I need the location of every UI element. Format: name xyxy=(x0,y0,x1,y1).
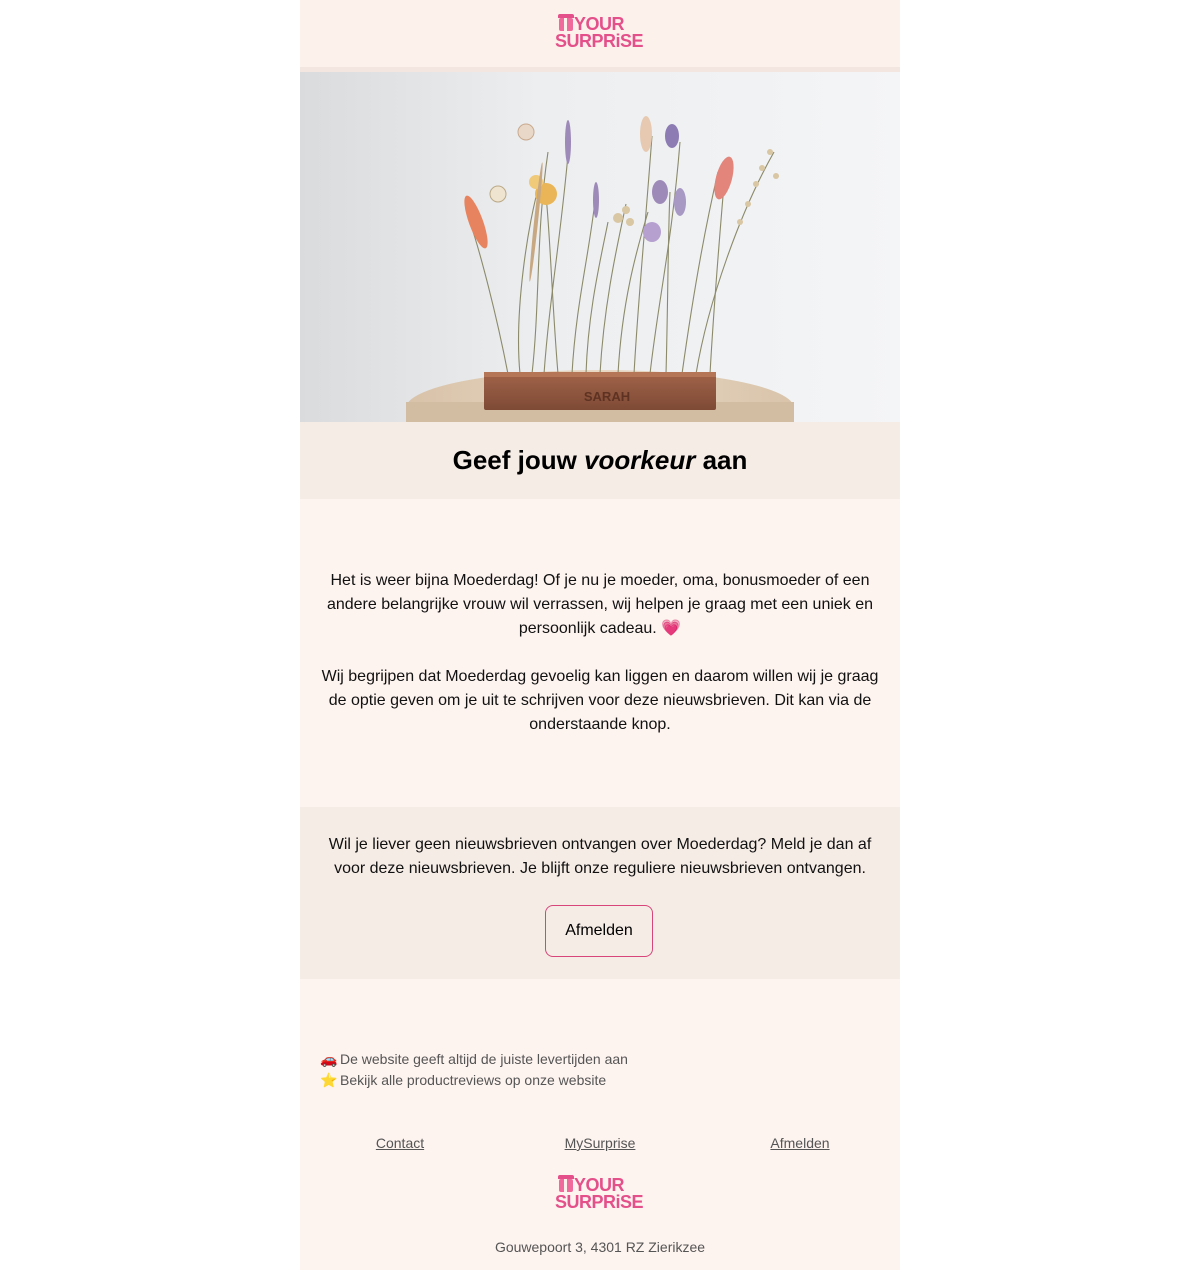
headline xyxy=(453,445,748,476)
yoursurprise-logo[interactable] xyxy=(554,15,646,53)
usp-item xyxy=(320,1050,628,1068)
logo-text-line2: SURPRiSE xyxy=(555,30,644,51)
hero-image[interactable] xyxy=(300,72,900,422)
footer-logo[interactable] xyxy=(554,1176,646,1214)
headline-part1: Geef jouw xyxy=(452,445,585,475)
usp-text: Bekijk alle productreviews op onze website xyxy=(340,1072,607,1088)
company-address: Gouwepoort 3, 4301 RZ Zierikzee xyxy=(494,1239,706,1255)
intro-paragraph-1-text: Het is weer bijna Moederdag! Of je nu je moeder, oma, bonusmoeder of een andere belangrijke vrouw wil verrassen, wij helpen je graag met een uniek en persoonlijk cadeau. xyxy=(326,572,874,637)
logo-text-line1: YOUR xyxy=(574,1175,625,1195)
gift-icon xyxy=(559,1179,573,1192)
usp-text: De website geeft altijd de juiste levertijden aan xyxy=(340,1051,628,1067)
email-footer xyxy=(300,979,900,1271)
logo-text-line1: YOUR xyxy=(574,13,625,34)
email-header xyxy=(300,0,900,67)
star-icon: ⭐ xyxy=(320,1072,338,1088)
heart-icon: 💗 xyxy=(661,620,682,637)
unsubscribe-link[interactable]: Afmelden xyxy=(770,1135,830,1151)
usp-item xyxy=(320,1071,606,1089)
car-icon: 🚗 xyxy=(320,1051,338,1067)
logo-text-line2: SURPRiSE xyxy=(555,1192,644,1212)
gift-icon xyxy=(559,18,573,31)
unsubscribe-text: Wil je liever geen nieuwsbrieven ontvangen over Moederdag? Meld je dan af voor deze nieuwsbrieven. Je blijft onze reguliere nieuwsbrieven ontvangen. xyxy=(328,836,872,877)
intro-paragraph-2: Wij begrijpen dat Moederdag gevoelig kan liggen en daarom willen wij je graag de optie geven om je uit te schrijven voor deze nieuwsbrieven. Dit kan via de onderstaande knop. xyxy=(321,668,879,733)
headline-part2: aan xyxy=(695,445,748,475)
headline-emphasis: voorkeur xyxy=(584,445,696,475)
engraving-text: SARAH xyxy=(583,389,631,404)
contact-link[interactable]: Contact xyxy=(375,1135,425,1151)
intro-paragraph-1 xyxy=(320,569,880,641)
unsubscribe-section xyxy=(300,807,900,979)
email-container xyxy=(300,0,900,1270)
intro-section xyxy=(300,499,900,807)
unsubscribe-button[interactable]: Afmelden xyxy=(545,905,653,957)
headline-band xyxy=(300,422,900,499)
mysurprise-link[interactable]: MySurprise xyxy=(564,1135,636,1151)
